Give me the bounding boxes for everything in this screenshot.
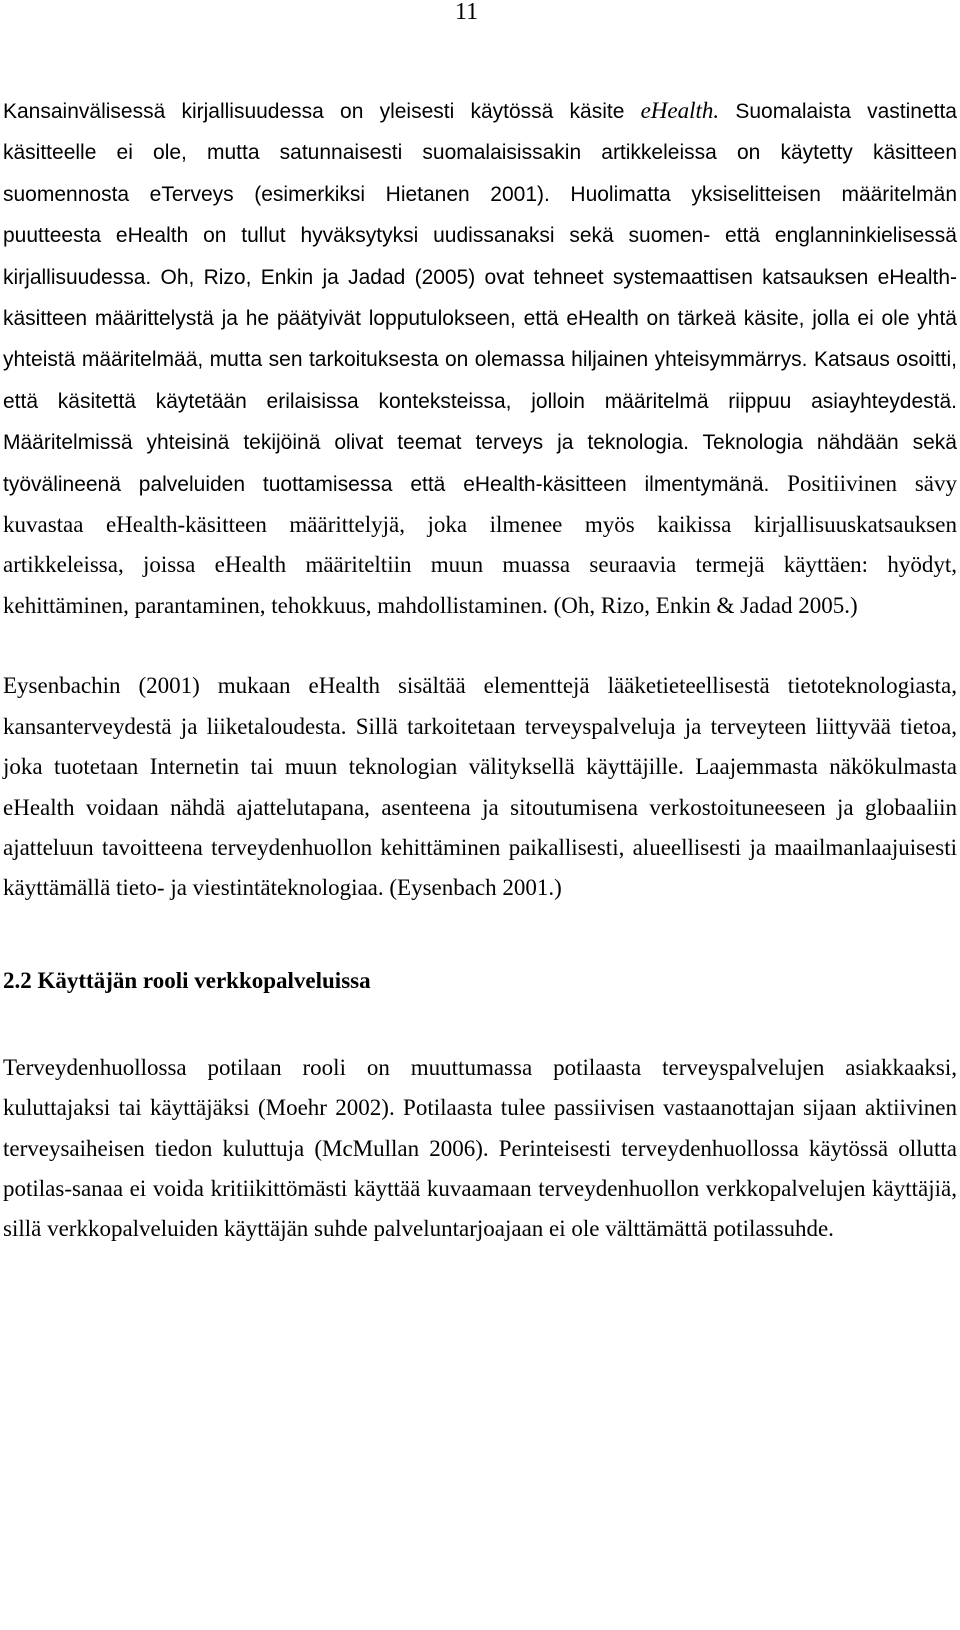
text-segment: Terveydenhuollossa potilaan rooli on muuttumassa potilaasta terveyspalvelujen asiakkaaksi, kuluttajaksi tai käyttäjäksi (Moehr 2002). Potilaasta tulee passiivisen vastaanottajan sijaan aktiivinen terveysaiheisen tiedon kuluttuja (McMullan 2006). Perinteisesti terveydenhuollossa käytössä ollutta potilas-sanaa ei voida kritiikittömästi käyttää kuvaamaan terveydenhuollon verkkopalvelujen käyttäjiä, sillä verkkopalveluiden käyttäjän suhde palveluntarjoajaan ei ole välttämättä potilassuhde. (3, 1054, 957, 1242)
document-body (3, 91, 957, 1250)
page-number: 11 (455, 0, 479, 25)
paragraph-eysenbach (3, 666, 957, 908)
section-heading: 2.2 Käyttäjän rooli verkkopalveluissa (3, 967, 371, 993)
text-segment: Oh, Rizo, Enkin ja Jadad (2005) ovat tehneet systemaattisen katsauksen eHealth-käsitteen määrittelystä ja he päätyivät lopputulokseen, että eHealth on tärkeä käsite, jolla ei ole yhtä yhteistä määritelmää, mutta sen tarkoituksesta on olemassa hiljainen yhteisymmärrys. (3, 265, 957, 372)
text-segment: Kansainvälisessä kirjallisuudessa on yleisesti käytössä käsite (3, 100, 641, 123)
paragraph-ehealth-definition (3, 91, 957, 626)
paragraph-user-role (3, 1048, 957, 1250)
text-segment: Katsaus osoitti, että käsitettä käytetään erilaisissa konteksteissa, jolloin määritelmä riippuu asiayhteydestä. Määritelmissä yhteisinä tekijöinä olivat teemat terveys ja teknologia. Teknologia nähdään sekä työvälineenä palveluiden tuottamisessa että eHealth-käsitteen ilmentymänä. (3, 348, 957, 496)
text-segment: Suomalaista vastinetta käsitteelle ei ole, mutta satunnaisesti suomalaisissakin artikkeleissa on käytetty käsitteen suomennosta eTerveys (esimerkiksi Hietanen 2001). Huolimatta yksiselitteisen määritelmän puutteesta eHealth on tullut hyväksytyksi uudissanaksi sekä suomen- että englanninkielisessä kirjallisuudessa. (3, 100, 957, 289)
text-segment: Positiivinen sävy kuvastaa eHealth-käsitteen määrittelyjä, joka ilmenee myös kaikissa kirjallisuuskatsauksen artikkeleissa, joissa eHealth määriteltiin muun muassa seuraavia termejä käyttäen: hyödyt, kehittäminen, parantaminen, tehokkuus, mahdollistaminen. (Oh, Rizo, Enkin & Jadad 2005.) (3, 470, 957, 618)
text-segment: Eysenbachin (2001) mukaan eHealth sisältää elementtejä lääketieteellisestä tietoteknologiasta, kansanterveydestä ja liiketaloudesta. Sillä tarkoitetaan terveyspalveluja ja terveyteen liittyvää tietoa, joka tuotetaan Internetin tai muun teknologian välityksellä käyttäjille. Laajemmasta näkökulmasta eHealth voidaan nähdä ajattelutapana, asenteena ja sitoutumisena verkostoituneeseen ja globaaliin ajatteluun tavoitteena terveydenhuollon kehittäminen paikallisesti, alueellisesti ja maailmanlaajuisesti käyttämällä tieto- ja viestintäteknologiaa. (Eysenbach 2001.) (3, 673, 957, 901)
text-segment-italic: eHealth. (640, 98, 720, 123)
